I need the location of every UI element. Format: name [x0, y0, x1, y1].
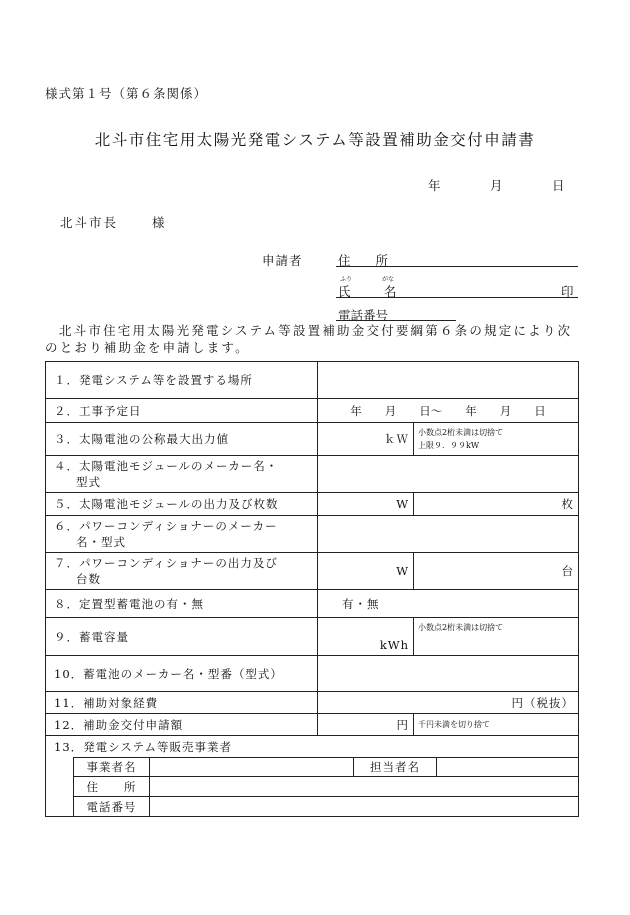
applicant-name-label-1: 氏	[338, 284, 351, 299]
row-5-label: ５．太陽電池モジュールの出力及び枚数	[46, 493, 318, 516]
row-7-unit-count: 台	[561, 564, 575, 578]
row-13-address-input[interactable]	[150, 777, 579, 797]
row-3-unit: ｋＷ	[384, 432, 410, 446]
row-4-label	[46, 456, 318, 493]
row-8-choice[interactable]: 有・無	[318, 590, 579, 618]
row-12-note: 千円未満を切り捨て	[414, 714, 579, 736]
row-8-label: ８．定置型蓄電池の有・無	[46, 590, 318, 618]
row-12-input[interactable]	[318, 714, 414, 736]
row-13-address-label: 住 所	[74, 777, 150, 797]
row-5-output-input[interactable]	[318, 493, 414, 516]
applicant-phone-line[interactable]	[336, 320, 456, 321]
applicant-phone-label: 電話番号	[338, 308, 389, 323]
row-6-label-line-2: 名・型式	[76, 535, 126, 549]
row-13-company-label: 事業者名	[74, 758, 150, 777]
table-row	[46, 618, 579, 656]
row-4-label-line-1: ４．太陽電池モジュールのメーカー名・	[54, 459, 279, 473]
table-row	[46, 656, 579, 692]
application-statement	[45, 322, 585, 356]
row-4-label-line-2: 型式	[76, 475, 101, 489]
row-9-note: 小数点2桁未満は切捨て	[414, 618, 579, 656]
row-1-label: １．発電システム等を設置する場所	[46, 362, 318, 399]
row-11-unit: 円（税抜）	[511, 695, 575, 710]
row-11-label: 11．補助対象経費	[46, 692, 318, 714]
row-3-note-2: 上限９．９９kW	[418, 441, 480, 450]
page-title: 北斗市住宅用太陽光発電システム等設置補助金交付申請書	[94, 131, 536, 149]
date-year-label: 年	[428, 178, 441, 193]
form-number: 様式第１号（第６条関係）	[45, 86, 208, 101]
table-row	[46, 456, 579, 493]
table-row	[46, 493, 579, 516]
row-3-label: ３．太陽電池の公称最大出力値	[46, 423, 318, 456]
furigana-1: ふり	[340, 276, 353, 283]
row-13-indent	[46, 758, 74, 817]
row-5-unit-count: 枚	[561, 497, 575, 511]
seal-mark: 印	[561, 284, 574, 299]
row-9-input[interactable]	[318, 618, 414, 656]
table-row	[46, 758, 579, 777]
table-row	[46, 590, 579, 618]
application-statement-text: 北斗市住宅用太陽光発電システム等設置補助金交付要綱第６条の規定により次のとおり補助金を申請します。	[45, 323, 573, 355]
row-7-label-line-1: ７．パワーコンディショナーの出力及び	[54, 556, 278, 570]
row-7-unit-w: W	[396, 564, 410, 578]
row-12-label: 12．補助金交付申請額	[46, 714, 318, 736]
table-row	[46, 423, 579, 456]
row-13-phone-label: 電話番号	[74, 797, 150, 817]
table-row	[46, 797, 579, 817]
row-6-label	[46, 516, 318, 553]
table-row	[46, 553, 579, 590]
row-11-input[interactable]	[318, 692, 579, 714]
row-7-output-input[interactable]	[318, 553, 414, 590]
applicant-address-line[interactable]	[336, 266, 578, 267]
row-13-phone-input[interactable]	[150, 797, 579, 817]
row-13-label: 13．発電システム等販売事業者	[46, 736, 579, 758]
addressee-honorific: 様	[152, 215, 165, 230]
table-row	[46, 736, 579, 758]
row-12-unit: 円	[396, 717, 410, 732]
row-13-contact-label: 担当者名	[354, 758, 437, 777]
row-5-count-input[interactable]	[414, 493, 579, 516]
row-7-count-input[interactable]	[414, 553, 579, 590]
table-row	[46, 362, 579, 399]
row-9-unit: kWh	[379, 638, 410, 652]
application-table	[45, 361, 579, 817]
applicant-label: 申請者	[262, 253, 303, 268]
row-2-date-range[interactable]: 年 月 日～ 年 月 日	[318, 399, 579, 423]
table-row	[46, 777, 579, 797]
row-1-input[interactable]	[318, 362, 579, 399]
row-10-input[interactable]	[318, 656, 579, 692]
date-month-label: 月	[490, 178, 503, 193]
row-7-label	[46, 553, 318, 590]
row-6-label-line-1: ６．パワーコンディショナーのメーカー	[54, 519, 278, 533]
table-row	[46, 516, 579, 553]
table-row	[46, 692, 579, 714]
row-3-input[interactable]	[318, 423, 414, 456]
row-3-note-1: 小数点2桁未満は切捨て	[418, 428, 504, 437]
row-9-label: ９．蓄電容量	[46, 618, 318, 656]
row-13-contact-input[interactable]	[437, 758, 579, 777]
row-4-input[interactable]	[318, 456, 579, 493]
applicant-name-label-2: 名	[384, 284, 397, 299]
row-5-unit-w: W	[396, 497, 410, 511]
row-3-note	[414, 423, 579, 456]
row-2-label: ２．工事予定日	[46, 399, 318, 423]
date-day-label: 日	[552, 178, 565, 193]
table-row	[46, 399, 579, 423]
applicant-name-line[interactable]	[336, 297, 578, 298]
row-6-input[interactable]	[318, 516, 579, 553]
row-7-label-line-2: 台数	[76, 572, 101, 586]
table-row	[46, 714, 579, 736]
addressee: 北斗市長	[60, 215, 119, 230]
furigana-2: がな	[382, 276, 395, 283]
applicant-address-label: 住 所	[338, 253, 389, 268]
row-10-label: 10．蓄電池のメーカー名・型番（型式）	[46, 656, 318, 692]
row-13-company-input[interactable]	[150, 758, 354, 777]
